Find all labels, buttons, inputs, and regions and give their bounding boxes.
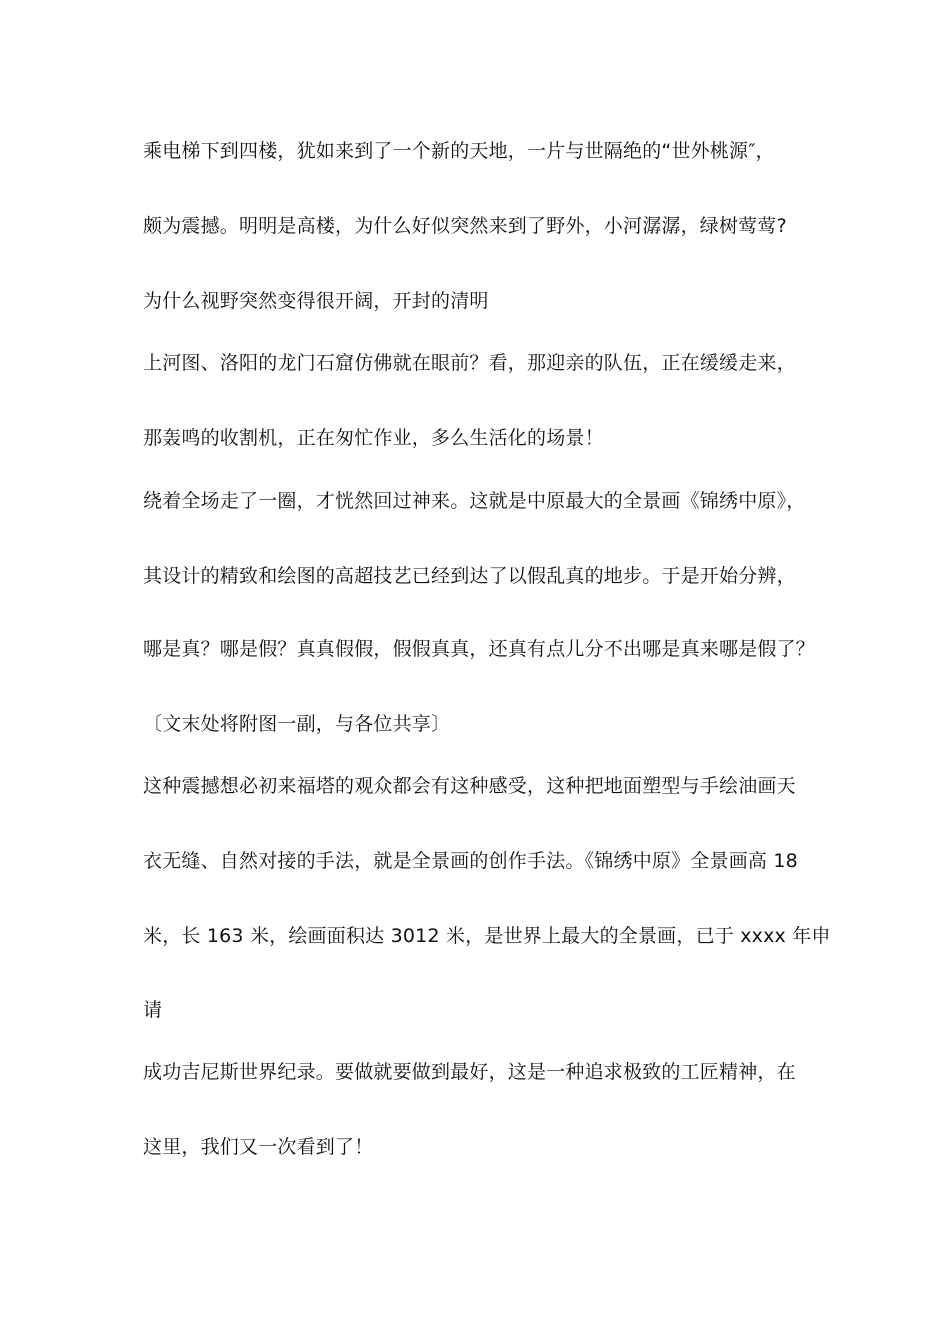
text-line: 衣无缝、自然对接的手法，就是全景画的创作手法。《锦绣中原》全景画高 18 [143,850,798,872]
text-line: 绕着全场走了一圈，才恍然回过神来。这就是中原最大的全景画《锦绣中原》， [143,490,806,512]
text-line: 颇为震撼。明明是高楼，为什么好似突然来到了野外，小河潺潺，绿树莺莺? [143,215,787,237]
text-line: 那轰鸣的收割机，正在匆忙作业，多么生活化的场景！ [143,427,604,449]
text-line: 为什么视野突然变得很开阔，开封的清明 [143,290,489,312]
text-line: 成功吉尼斯世界纪录。要做就要做到最好，这是一种追求极致的工匠精神，在 [143,1061,796,1083]
text-line: 这里，我们又一次看到了！ [143,1136,374,1158]
text-line: 米，长 163 米，绘画面积达 3012 米，是世界上最大的全景画，已于 xxxx 年申 [143,925,831,947]
text-line: 哪是真？哪是假？真真假假，假假真真，还真有点儿分不出哪是真来哪是假了？ [143,638,816,660]
text-line: 这种震撼想必初来福塔的观众都会有这种感受，这种把地面塑型与手绘油画天 [143,775,796,797]
text-line: 〔文末处将附图一副，与各位共享〕 [143,713,451,735]
text-line: 请 [143,999,163,1021]
text-line: 乘电梯下到四楼，犹如来到了一个新的天地，一片与世隔绝的“世外桃源″， [143,140,775,162]
text-line: 其设计的精致和绘图的高超技艺已经到达了以假乱真的地步。于是开始分辨， [143,565,796,587]
text-line: 上河图、洛阳的龙门石窟仿佛就在眼前？看，那迎亲的队伍，正在缓缓走来， [143,352,796,374]
